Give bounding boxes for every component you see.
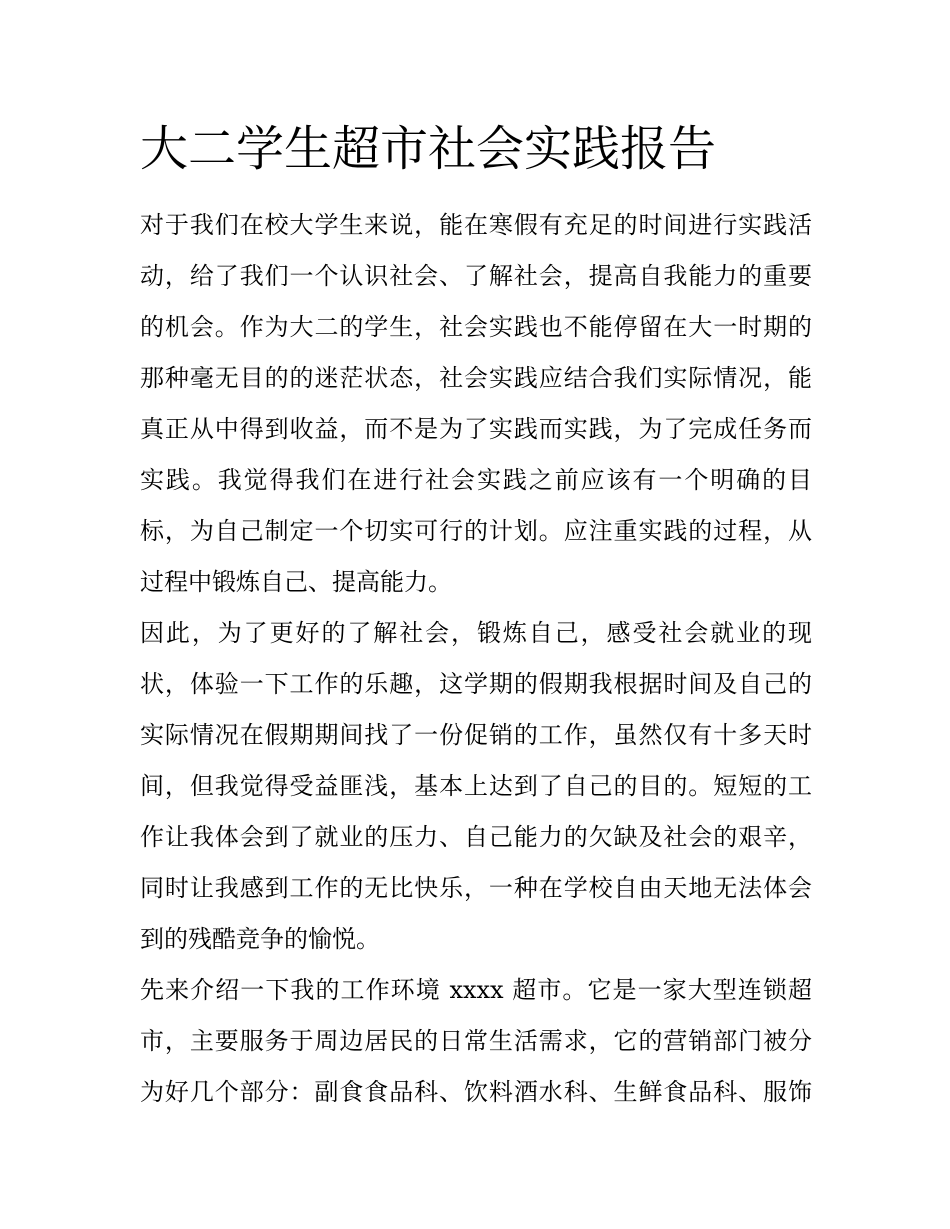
paragraph-2 xyxy=(140,608,812,965)
text-line: 实际情况在假期期间找了一份促销的工作，虽然仅有十多天时 xyxy=(140,721,812,749)
text-line: 因此，为了更好的了解社会，锻炼自己，感受社会就业的现 xyxy=(140,619,812,647)
document-body xyxy=(140,118,812,1118)
text-line: 那种毫无目的的迷茫状态，社会实践应结合我们实际情况，能 xyxy=(140,364,812,392)
text-line: 状，体验一下工作的乐趣，这学期的假期我根据时间及自己的 xyxy=(140,670,812,698)
text-line: 作让我体会到了就业的压力、自己能力的欠缺及社会的艰辛， xyxy=(140,823,812,851)
document-title: 大二学生超市社会实践报告 xyxy=(140,121,717,177)
text-line: 市，主要服务于周边居民的日常生活需求，它的营销部门被分 xyxy=(140,1027,812,1055)
text-line: 同时让我感到工作的无比快乐，一种在学校自由天地无法体会 xyxy=(140,874,812,902)
text-line: 对于我们在校大学生来说，能在寒假有充足的时间进行实践活 xyxy=(140,211,812,239)
text-line: 到的残酷竞争的愉悦。 xyxy=(140,925,380,953)
text-line: 先来介绍一下我的工作环境 xxxx 超市。它是一家大型连锁超 xyxy=(140,976,812,1004)
paragraph-1 xyxy=(140,200,812,608)
text-line: 为好几个部分：副食食品科、饮料酒水科、生鲜食品科、服饰 xyxy=(140,1078,812,1106)
text-line: 标，为自己制定一个切实可行的计划。应注重实践的过程，从 xyxy=(140,517,812,545)
text-line: 动，给了我们一个认识社会、了解社会，提高自我能力的重要 xyxy=(140,262,812,290)
text-line: 真正从中得到收益，而不是为了实践而实践，为了完成任务而 xyxy=(140,415,812,443)
text-line: 的机会。作为大二的学生，社会实践也不能停留在大一时期的 xyxy=(140,313,812,341)
text-line: 过程中锻炼自己、提高能力。 xyxy=(140,568,452,596)
text-line: 实践。我觉得我们在进行社会实践之前应该有一个明确的目 xyxy=(140,466,812,494)
paragraph-3 xyxy=(140,965,812,1118)
text-line: 间，但我觉得受益匪浅，基本上达到了自己的目的。短短的工 xyxy=(140,772,812,800)
